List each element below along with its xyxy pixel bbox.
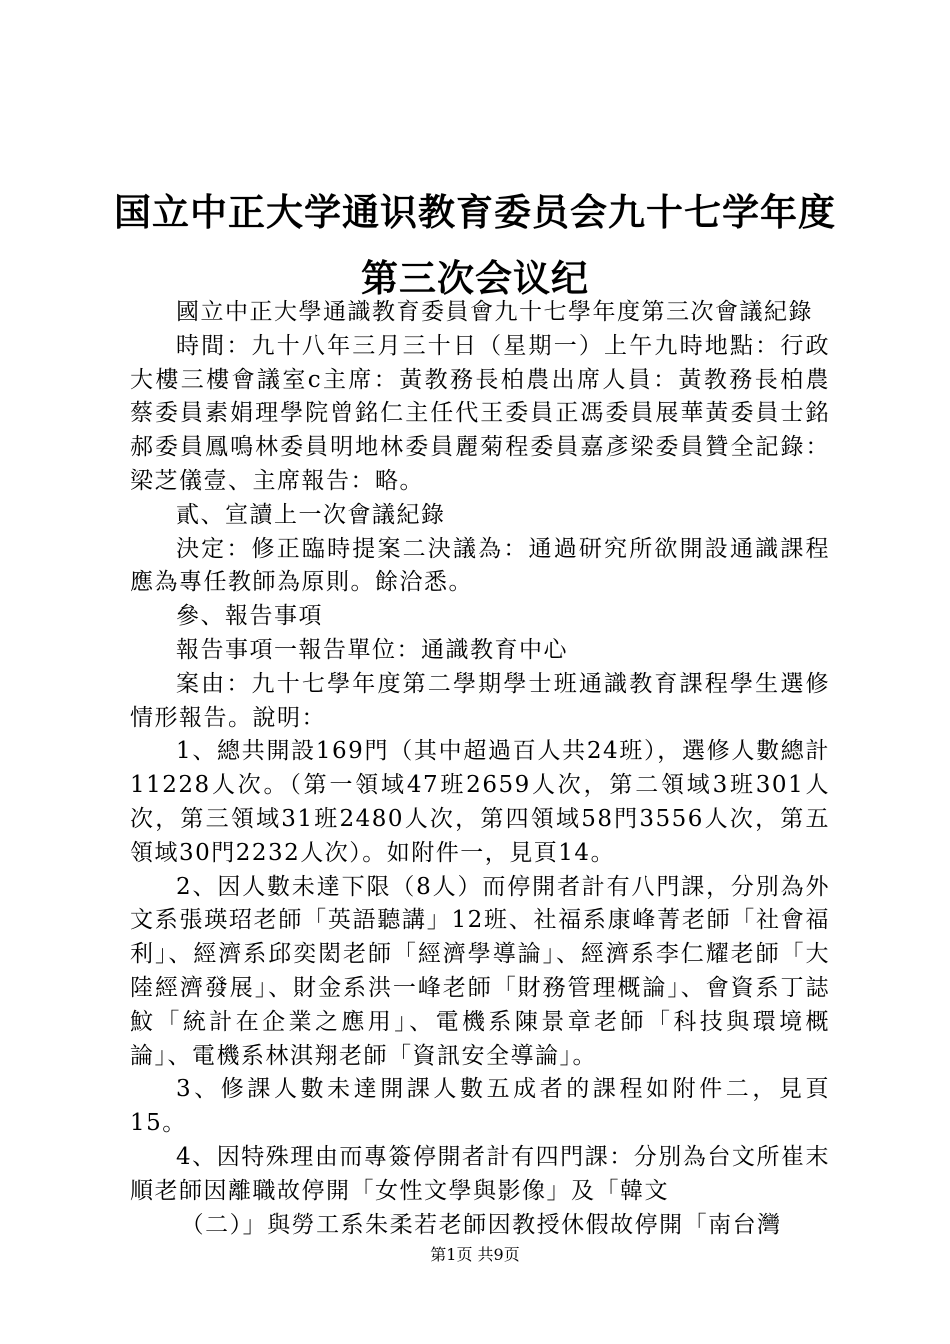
paragraph-case: 案由：九十七學年度第二學期學士班通識教育課程學生選修情形報告。說明： — [130, 670, 830, 731]
paragraph-item-4: 4、因特殊理由而專簽停開者計有四門課：分別為台文所崔末順老師因離職故停開「女性文學與影像」及「韓文 — [130, 1143, 830, 1204]
paragraph-item-2: 2、因人數未達下限（8人）而停開者計有八門課，分別為外文系張瑛玿老師「英語聽講」12班、社福系康峰菁老師「社會福利」、經濟系邱奕閎老師「經濟學導論」、經濟系李仁耀老師「大陸經濟發展」、財金系洪一峰老師「財務管理概論」、會資系丁誌魰「統計在企業之應用」、電機系陳景章老師「科技與環境概論」、電機系林淇翔老師「資訊安全導論」。 — [130, 873, 830, 1069]
paragraph-heading: 國立中正大學通識教育委員會九十七學年度第三次會議紀錄 — [176, 299, 813, 325]
paragraph-item-4-continued: （二）」與勞工系朱柔若老師因教授休假故停開「南台灣 — [180, 1211, 782, 1238]
paragraph-item-3: 3、修課人數未達開課人數五成者的課程如附件二，見頁15。 — [130, 1076, 830, 1137]
paragraph-meeting-info: 時間：九十八年三月三十日（星期一）上午九時地點：行政大樓三樓會議室c主席：黃教務長柏農出席人員：黃教務長柏農蔡委員素娟理學院曾銘仁主任代王委員正馮委員展華黃委員士銘郝委員鳳鳴林委員明地林委員麗菊程委員嘉彥梁委員贊全記錄：梁芝儀壹、主席報告：略。 — [130, 332, 830, 494]
document-title: 国立中正大学通识教育委员会九十七学年度第三次会议纪 — [114, 191, 836, 300]
paragraph-section-2: 貳、宣讀上一次會議紀錄 — [176, 501, 446, 528]
paragraph-report-unit: 報告事項一報告單位：通識教育中心 — [176, 636, 568, 663]
paragraph-section-3: 參、報告事項 — [176, 603, 323, 630]
paragraph-decision: 決定：修正臨時提案二決議為：通過研究所欲開設通識課程應為專任教師為原則。餘洽悉。 — [130, 535, 830, 596]
paragraph-item-1: 1、總共開設169門（其中超過百人共24班），選修人數總計11228人次。（第一領域47班2659人次，第二領域3班301人次，第三領域31班2480人次，第四領域58門3556人次，第五領域30門2232人次）。如附件一，見頁14。 — [130, 738, 830, 866]
page-footer: 第1页 共9页 — [430, 1245, 520, 1264]
document-body — [130, 296, 830, 1242]
